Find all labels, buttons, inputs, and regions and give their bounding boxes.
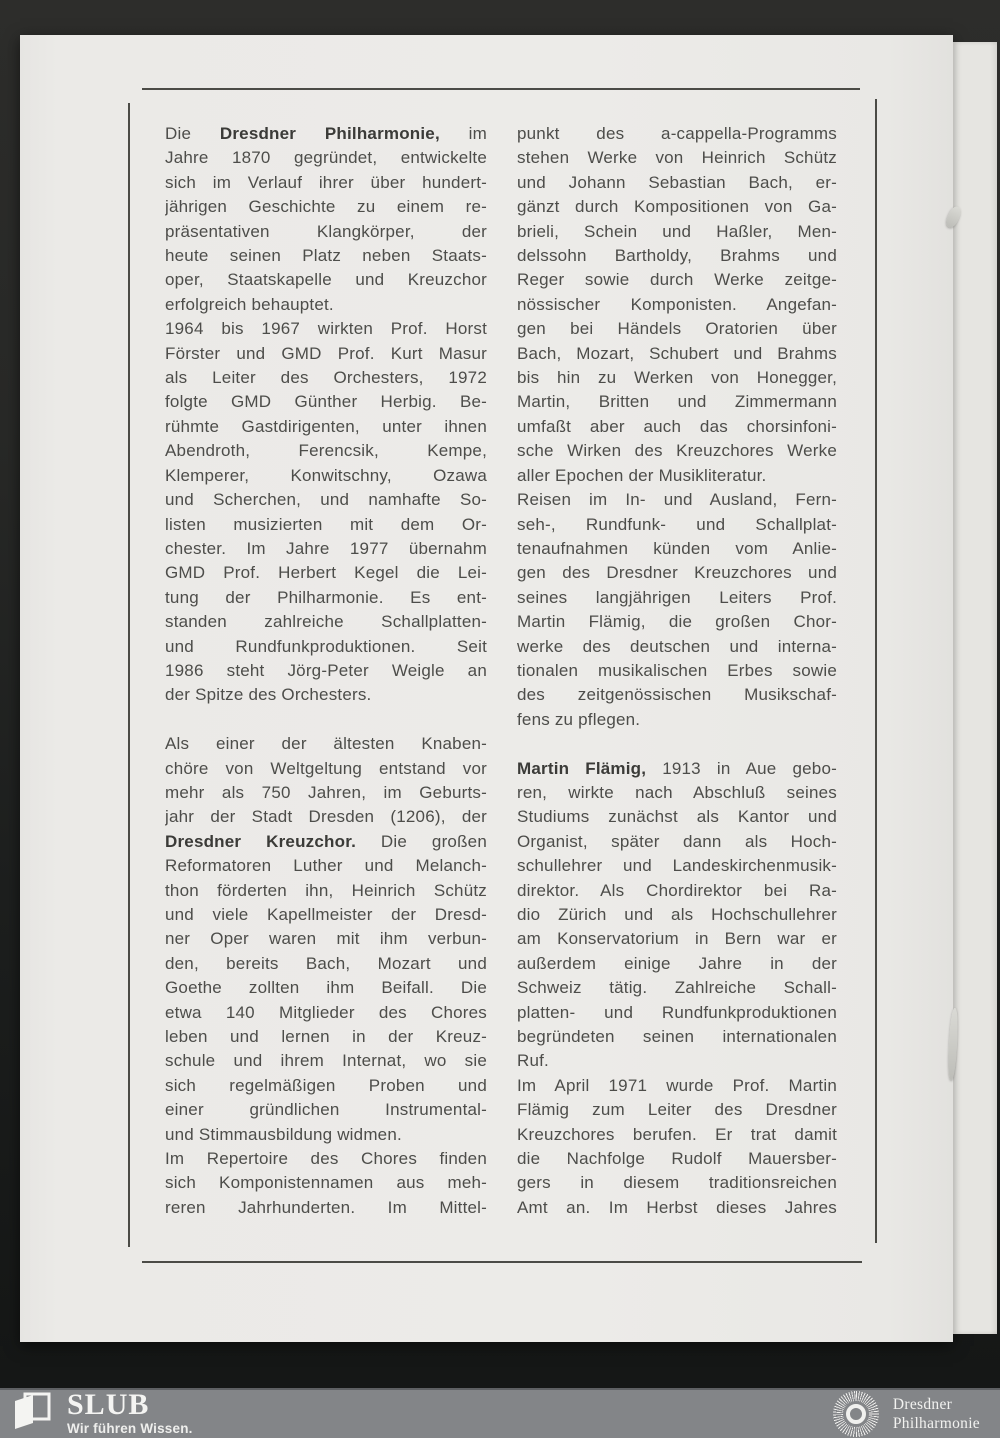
text-line: stehen Werke von Heinrich Schütz [517, 148, 837, 168]
frame-rule-left [128, 103, 130, 1247]
text-line: reren Jahrhunderten. Im Mittel- [165, 1197, 487, 1217]
philharmonie-wordmark-line2: Philharmonie [892, 1415, 980, 1432]
branding-footer-bar [0, 1388, 1000, 1438]
scanned-page [20, 35, 953, 1342]
text-line: Amt an. Im Herbst dieses Jahres [517, 1197, 837, 1217]
text-line: und viele Kapellmeister der Dresd- [165, 905, 487, 924]
text-line: delssohn Bartholdy, Brahms und [517, 246, 837, 266]
text-line: werke des deutschen und interna- [517, 636, 837, 656]
text-line: nössischer Komponisten. Angefan- [517, 294, 837, 314]
text-line: ren, wirkte nach Abschluß seines [517, 782, 837, 802]
text-line: punkt des a-cappella-Programms [517, 124, 837, 143]
frame-rule-top [142, 88, 860, 90]
philharmonie-wordmark-line1: Dresdner [892, 1396, 953, 1413]
text-line: gen des Dresdner Kreuzchores und [517, 563, 837, 583]
text-line: Schweiz tätig. Zahlreiche Schall- [517, 978, 837, 998]
text-line: chöre von Weltgeltung entstand vor [165, 758, 487, 778]
paragraph-gap [165, 708, 487, 732]
text-line: am Konservatorium in Bern war er [517, 929, 837, 949]
slub-wordmark: SLUB [67, 1387, 150, 1421]
text-line: GMD Prof. Herbert Kegel die Lei- [165, 563, 487, 583]
text-line: jährigen Geschichte zu einem re- [165, 197, 487, 217]
text-line: umfaßt aber auch das chorsinfoni- [517, 416, 837, 436]
text-line: mehr als 750 Jahren, im Geburts- [165, 782, 487, 802]
text-line: Martin Flämig, die großen Chor- [517, 612, 837, 632]
philharmonie-sunburst-icon [833, 1391, 879, 1437]
text-line: leben und lernen in der Kreuz- [165, 1027, 487, 1047]
text-line: folgte GMD Günther Herbig. Be- [165, 392, 487, 412]
text-line: oper, Staatskapelle und Kreuzchor [165, 270, 487, 290]
text-line: den, bereits Bach, Mozart und [165, 953, 487, 973]
text-line: begründeten seinen internationalen [517, 1027, 837, 1047]
text-line: fens zu pflegen. [517, 709, 641, 729]
text-line: Kreuzchores berufen. Er trat damit [517, 1124, 837, 1144]
text-line: sich regelmäßigen Proben und [165, 1075, 487, 1095]
text-line: rühmte Gastdirigenten, unter ihnen [165, 416, 487, 436]
text-line: aller Epochen der Musikliteratur. [517, 465, 767, 485]
text-line: Förster und GMD Prof. Kurt Masur [165, 343, 487, 363]
frame-rule-right [875, 99, 877, 1243]
paragraph-gap [517, 732, 837, 756]
text-line: brieli, Schein und Haßler, Men- [517, 221, 837, 241]
slub-logo [12, 1387, 193, 1436]
text-line: des zeitgenössischen Musikschaf- [517, 685, 837, 705]
text-line: chester. Im Jahre 1977 übernahm [165, 538, 487, 558]
text-line: Martin, Britten und Zimmermann [517, 392, 837, 412]
text-line: und Stimmausbildung widmen. [165, 1124, 402, 1144]
text-line: erfolgreich behauptet. [165, 294, 334, 314]
text-line: als Leiter des Orchesters, 1972 [165, 368, 487, 388]
text-line: Dresdner Kreuzchor. Die großen [165, 831, 487, 851]
text-line: dio Zürich und als Hochschullehrer [517, 905, 837, 924]
text-line: schule und ihrem Internat, wo sie [165, 1051, 487, 1071]
text-line: Organist, später dann als Hoch- [517, 831, 837, 851]
text-line: Jahre 1870 gegründet, entwickelte [165, 148, 487, 168]
text-line: seh-, Rundfunk- und Schallplat- [517, 514, 837, 534]
text-line: gänzt durch Kompositionen von Ga- [517, 197, 837, 217]
text-line: und Scherchen, und namhafte So- [165, 490, 487, 510]
text-line: ner Oper waren mit ihm verbun- [165, 929, 487, 949]
text-line: Martin Flämig, 1913 in Aue gebo- [517, 758, 837, 778]
text-line: Klemperer, Konwitschny, Ozawa [165, 465, 487, 485]
text-line: etwa 140 Mitglieder des Chores [165, 1002, 487, 1022]
text-column-left [165, 122, 487, 1220]
text-line: gers in diesem traditionsreichen [517, 1173, 837, 1193]
text-line: platten- und Rundfunkproduktionen [517, 1002, 837, 1022]
text-line: außerdem einige Jahre in der [517, 953, 837, 973]
text-line: Studiums zunächst als Kantor und [517, 807, 837, 827]
text-line: präsentativen Klangkörper, der [165, 221, 487, 241]
text-line: tionalen musikalischen Erbes sowie [517, 660, 837, 680]
text-line: tung der Philharmonie. Es ent- [165, 587, 487, 607]
text-line: heute seinen Platz neben Staats- [165, 246, 487, 266]
text-line: Reisen im In- und Ausland, Fern- [517, 490, 837, 510]
text-line: Im Repertoire des Chores finden [165, 1149, 487, 1169]
text-column-right [517, 122, 837, 1220]
text-line: der Spitze des Orchesters. [165, 685, 372, 705]
text-line: sich im Verlauf ihrer über hundert- [165, 172, 487, 192]
text-line: Als einer der ältesten Knaben- [165, 734, 487, 754]
text-line: thon förderten ihn, Heinrich Schütz [165, 880, 487, 900]
text-line: Im April 1971 wurde Prof. Martin [517, 1075, 837, 1095]
text-line: Die Dresdner Philharmonie, im [165, 124, 487, 143]
slub-tagline: Wir führen Wissen. [67, 1420, 193, 1436]
text-line: Flämig zum Leiter des Dresdner [517, 1100, 837, 1120]
text-line: 1964 bis 1967 wirkten Prof. Horst [165, 319, 487, 339]
text-line: schullehrer und Landeskirchenmusik- [517, 856, 837, 876]
text-line: sich Komponistennamen aus meh- [165, 1173, 487, 1193]
text-line: direktor. Als Chordirektor bei Ra- [517, 880, 837, 900]
text-line: einer gründlichen Instrumental- [165, 1100, 487, 1120]
text-line: und Rundfunkproduktionen. Seit [165, 636, 487, 656]
dresdner-philharmonie-logo [833, 1391, 980, 1437]
adjacent-page-edge [953, 42, 997, 1334]
text-line: Reger sowie durch Werke zeitge- [517, 270, 837, 290]
slub-book-icon [12, 1391, 52, 1431]
text-line: gen bei Händels Oratorien über [517, 319, 837, 339]
text-line: 1986 steht Jörg-Peter Weigle an [165, 660, 487, 680]
text-line: und Johann Sebastian Bach, er- [517, 172, 837, 192]
text-line: standen zahlreiche Schallplatten- [165, 612, 487, 632]
text-line: tenaufnahmen künden vom Anlie- [517, 538, 837, 558]
text-line: Goethe zollten ihm Beifall. Die [165, 978, 487, 998]
text-line: Abendroth, Ferencsik, Kempe, [165, 441, 487, 461]
frame-rule-bottom [142, 1261, 862, 1263]
text-line: jahr der Stadt Dresden (1206), der [165, 807, 487, 827]
text-line: Reformatoren Luther und Melanch- [165, 856, 487, 876]
text-line: Ruf. [517, 1051, 549, 1071]
text-line: bis hin zu Werken von Honegger, [517, 368, 837, 388]
text-line: Bach, Mozart, Schubert und Brahms [517, 343, 837, 363]
text-line: seines langjährigen Leiters Prof. [517, 587, 837, 607]
text-line: sche Wirken des Kreuzchores Werke [517, 441, 837, 461]
text-line: listen musizierten mit dem Or- [165, 514, 487, 534]
text-line: die Nachfolge Rudolf Mauersber- [517, 1149, 837, 1169]
